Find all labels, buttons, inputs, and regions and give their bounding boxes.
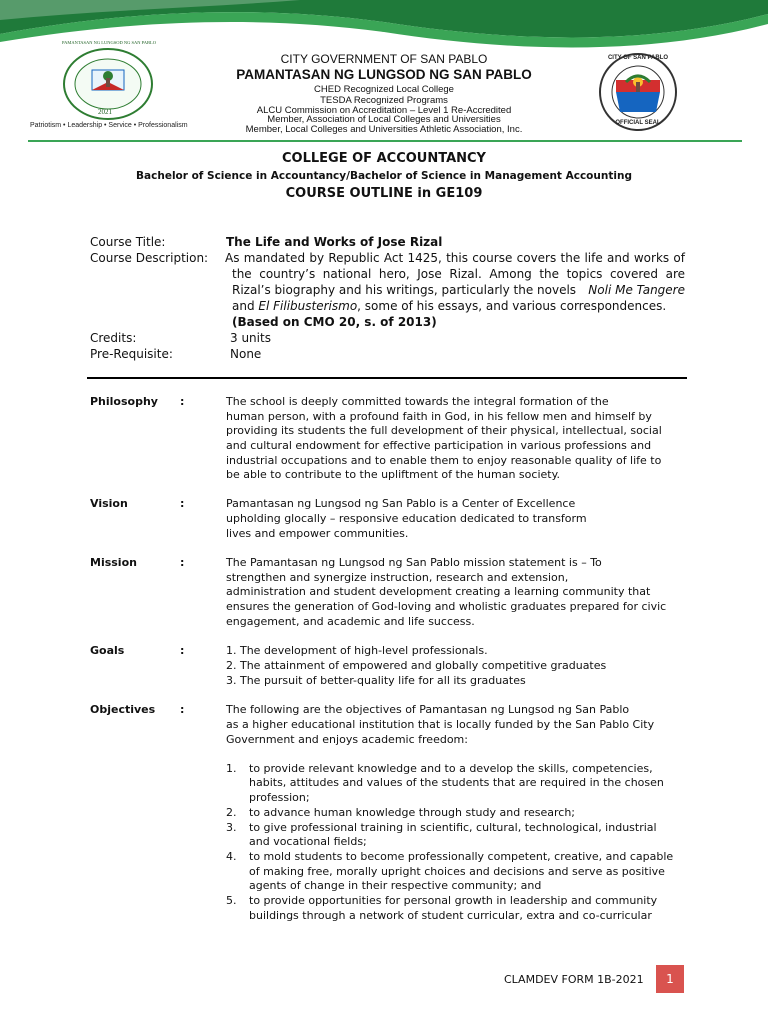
course-description-line-3 [232,283,685,297]
objective-line: profession; [249,791,310,804]
course-description-line-1: As mandated by Republic Act 1425, this course covers the life and works of [225,251,685,265]
philosophy-line: providing its students the full development of their physical, intellectual, social [226,424,662,437]
course-description-line-2: the country’s national hero, Jose Rizal. Among the topics covered are [232,267,685,281]
philosophy-line: human person, with a profound faith in God, in his fellow men and himself by [226,410,652,423]
city-government-heading: CITY GOVERNMENT OF SAN PABLO [280,52,488,66]
prerequisite-label: Pre-Requisite: [90,347,173,361]
objective-line: to mold students to become professionally competent, creative, and capable [249,850,674,863]
accreditation-line-2: TESDA Recognized Programs [320,95,448,106]
mission-colon: : [180,556,185,569]
objective-line: habits, attitudes and values of the students that are required in the chosen [249,776,664,789]
credits-label: Credits: [90,331,137,345]
philosophy-line: industrial occupations and to enable them to enjoy reasonable quality of life to [226,454,662,467]
goal-item: 2. The attainment of empowered and globally competitive graduates [226,659,607,672]
objectives-intro-line: Government and enjoys academic freedom: [226,733,468,746]
course-description-line-4 [232,299,666,313]
accreditation-line-5: Member, Local Colleges and Universities Athletic Association, Inc. [245,124,523,135]
accreditation-line-4: Member, Association of Local Colleges and Universities [267,114,501,125]
mission-line: strengthen and synergize instruction, research and extension, [226,571,569,584]
section-divider [87,377,687,379]
prerequisite-value: None [230,347,262,361]
mission-line: ensures the generation of God-loving and wholistic graduates prepared for civic [226,600,667,613]
objective-number: 5. [226,894,237,907]
philosophy-line: and cultural endowment for effective participation in various professions and [226,439,652,452]
vision-line: upholding glocally – responsive education dedicated to transform [226,512,587,525]
header-divider [28,140,742,142]
vision-line: lives and empower communities. [226,527,409,540]
course-outline-title: COURSE OUTLINE in GE109 [285,186,483,201]
objective-number: 4. [226,850,237,863]
mission-line: engagement, and academic and life success. [226,615,475,628]
goal-item: 1. The development of high-level professionals. [226,644,488,657]
vision-colon: : [180,497,185,510]
objective-line: of making free, morally upright choices and decisions and serve as positive [249,865,665,878]
philosophy-colon: : [180,395,185,408]
seal-year-text: 2021 [98,108,112,116]
seal-bottom-text: OFFICIAL SEAL [615,120,661,126]
seal-top-text: CITY OF SAN PABLO [607,55,669,61]
vision-line: Pamantasan ng Lungsod ng San Pablo is a Center of Excellence [226,497,576,510]
page-number-badge: 1 [656,965,684,993]
mission-label: Mission [90,556,137,569]
objectives-intro-line: The following are the objectives of Pamantasan ng Lungsod ng San Pablo [226,703,630,716]
goals-colon: : [180,644,185,657]
course-title-label: Course Title: [90,235,166,249]
objective-number: 2. [226,806,237,819]
credits-value: 3 units [230,331,271,345]
objectives-label: Objectives [90,703,156,716]
course-description-label: Course Description: [90,251,209,265]
objective-number: 3. [226,821,237,834]
university-name-heading: PAMANTASAN NG LUNGSOD NG SAN PABLO [236,67,532,82]
form-code: CLAMDEV FORM 1B-2021 [504,973,644,986]
objective-line: and vocational fields; [249,835,367,848]
objective-line: to advance human knowledge through study and research; [249,806,575,819]
goals-label: Goals [90,644,125,657]
objectives-intro-line: as a higher educational institution that is locally funded by the San Pablo City [226,718,655,731]
seal-ring-text: PAMANTASAN NG LUNGSOD NG SAN PABLO [62,40,156,45]
college-title: COLLEGE OF ACCOUNTANCY [282,151,486,166]
accreditation-line-3: ALCU Commission on Accreditation – Level 1 Re-Accredited [256,105,512,116]
objective-number: 1. [226,762,237,775]
objective-line: to provide relevant knowledge and to a develop the skills, competencies, [249,762,653,775]
university-motto: Patriotism • Leadership • Service • Professionalism [30,122,188,129]
philosophy-line: be able to contribute to the upliftment of the human society. [226,468,561,481]
accreditation-line-1: CHED Recognized Local College [314,84,454,95]
objective-line: buildings through a network of student curricular, extra and co-curricular [249,909,652,922]
course-description-basis: (Based on CMO 20, s. of 2013) [232,315,437,329]
course-description-text: Rizal’s biography and his writings, particularly the novels [232,283,577,297]
philosophy-label: Philosophy [90,395,158,408]
mission-line: administration and student development creating a learning community that [226,585,651,598]
novel-fili: El Filibusterismo [258,299,358,313]
objectives-colon: : [180,703,185,716]
desc-and: and [232,299,255,313]
philosophy-line: The school is deeply committed towards the integral formation of the [226,395,609,408]
desc-tail: , some of his essays, and various correspondences. [357,299,667,313]
novel-noli: Noli Me Tangere [588,283,685,297]
vision-label: Vision [90,497,128,510]
objective-line: to provide opportunities for personal growth in leadership and community [249,894,658,907]
mission-line: The Pamantasan ng Lungsod ng San Pablo mission statement is – To [226,556,602,569]
objective-line: agents of change in their respective community; and [249,879,542,892]
program-title: Bachelor of Science in Accountancy/Bachelor of Science in Management Accounting [136,170,632,182]
goal-item: 3. The pursuit of better-quality life for all its graduates [226,674,526,687]
course-title-value: The Life and Works of Jose Rizal [226,235,443,249]
objective-line: to give professional training in scientific, cultural, technological, industrial [249,821,657,834]
